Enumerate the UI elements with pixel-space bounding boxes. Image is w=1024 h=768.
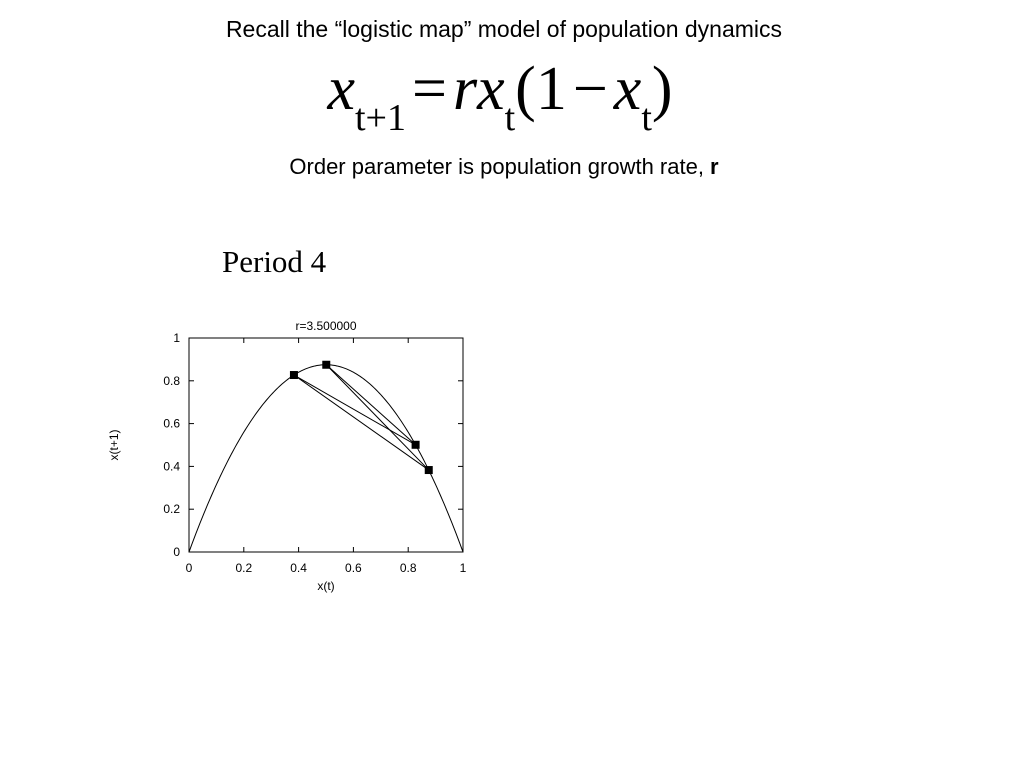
x-tick-label: 0.2 xyxy=(235,561,253,575)
cobweb-segment xyxy=(326,365,428,470)
eq-x: x xyxy=(477,55,505,123)
order-parameter-label: Order parameter is population growth rate, xyxy=(289,154,711,179)
eq-x2-subscript: t xyxy=(641,96,652,139)
cobweb-segment xyxy=(294,375,429,470)
y-axis-label: x(t+1) xyxy=(107,429,121,461)
x-tick-label: 0.6 xyxy=(345,561,362,575)
eq-lhs-var: x xyxy=(327,55,355,123)
y-tick-label: 0.2 xyxy=(163,502,180,517)
orbit-point-marker xyxy=(412,441,420,449)
y-tick-label: 1 xyxy=(173,331,180,345)
eq-x2: x xyxy=(613,55,642,123)
orbit-point-marker xyxy=(322,361,330,369)
eq-x-subscript: t xyxy=(504,96,516,139)
x-axis-label: x(t) xyxy=(317,579,335,593)
y-tick-label: 0.4 xyxy=(163,459,180,474)
chart-title: r=3.500000 xyxy=(295,319,357,333)
cobweb-plot xyxy=(100,305,480,600)
order-parameter-symbol: r xyxy=(710,154,719,179)
x-tick-label: 0 xyxy=(185,561,193,575)
cobweb-lines xyxy=(294,365,429,470)
y-tick-label: 0.8 xyxy=(163,373,180,388)
y-tick-label: 0.6 xyxy=(163,416,180,431)
eq-minus: − xyxy=(572,55,608,123)
eq-lhs-subscript: t+1 xyxy=(354,96,406,139)
order-parameter-text xyxy=(0,154,1008,180)
eq-open-paren: (1 xyxy=(515,55,567,123)
x-tick-label: 1 xyxy=(459,561,467,575)
eq-close-paren: ) xyxy=(651,55,673,123)
orbit-point-marker xyxy=(425,466,433,474)
logistic-map-equation xyxy=(0,55,1000,139)
cobweb-segment xyxy=(294,375,416,445)
eq-r: r xyxy=(452,55,478,123)
x-tick-label: 0.8 xyxy=(399,561,417,575)
axis-ticks xyxy=(163,331,466,575)
y-tick-label: 0 xyxy=(173,545,180,559)
orbit-point-marker xyxy=(290,371,298,379)
x-tick-label: 0.4 xyxy=(290,561,307,575)
period-label: Period 4 xyxy=(222,244,327,279)
slide-heading: Recall the “logistic map” model of population dynamics xyxy=(225,16,783,42)
cobweb-segment xyxy=(326,365,415,445)
eq-equals: = xyxy=(411,55,447,123)
plot-frame xyxy=(189,338,463,552)
